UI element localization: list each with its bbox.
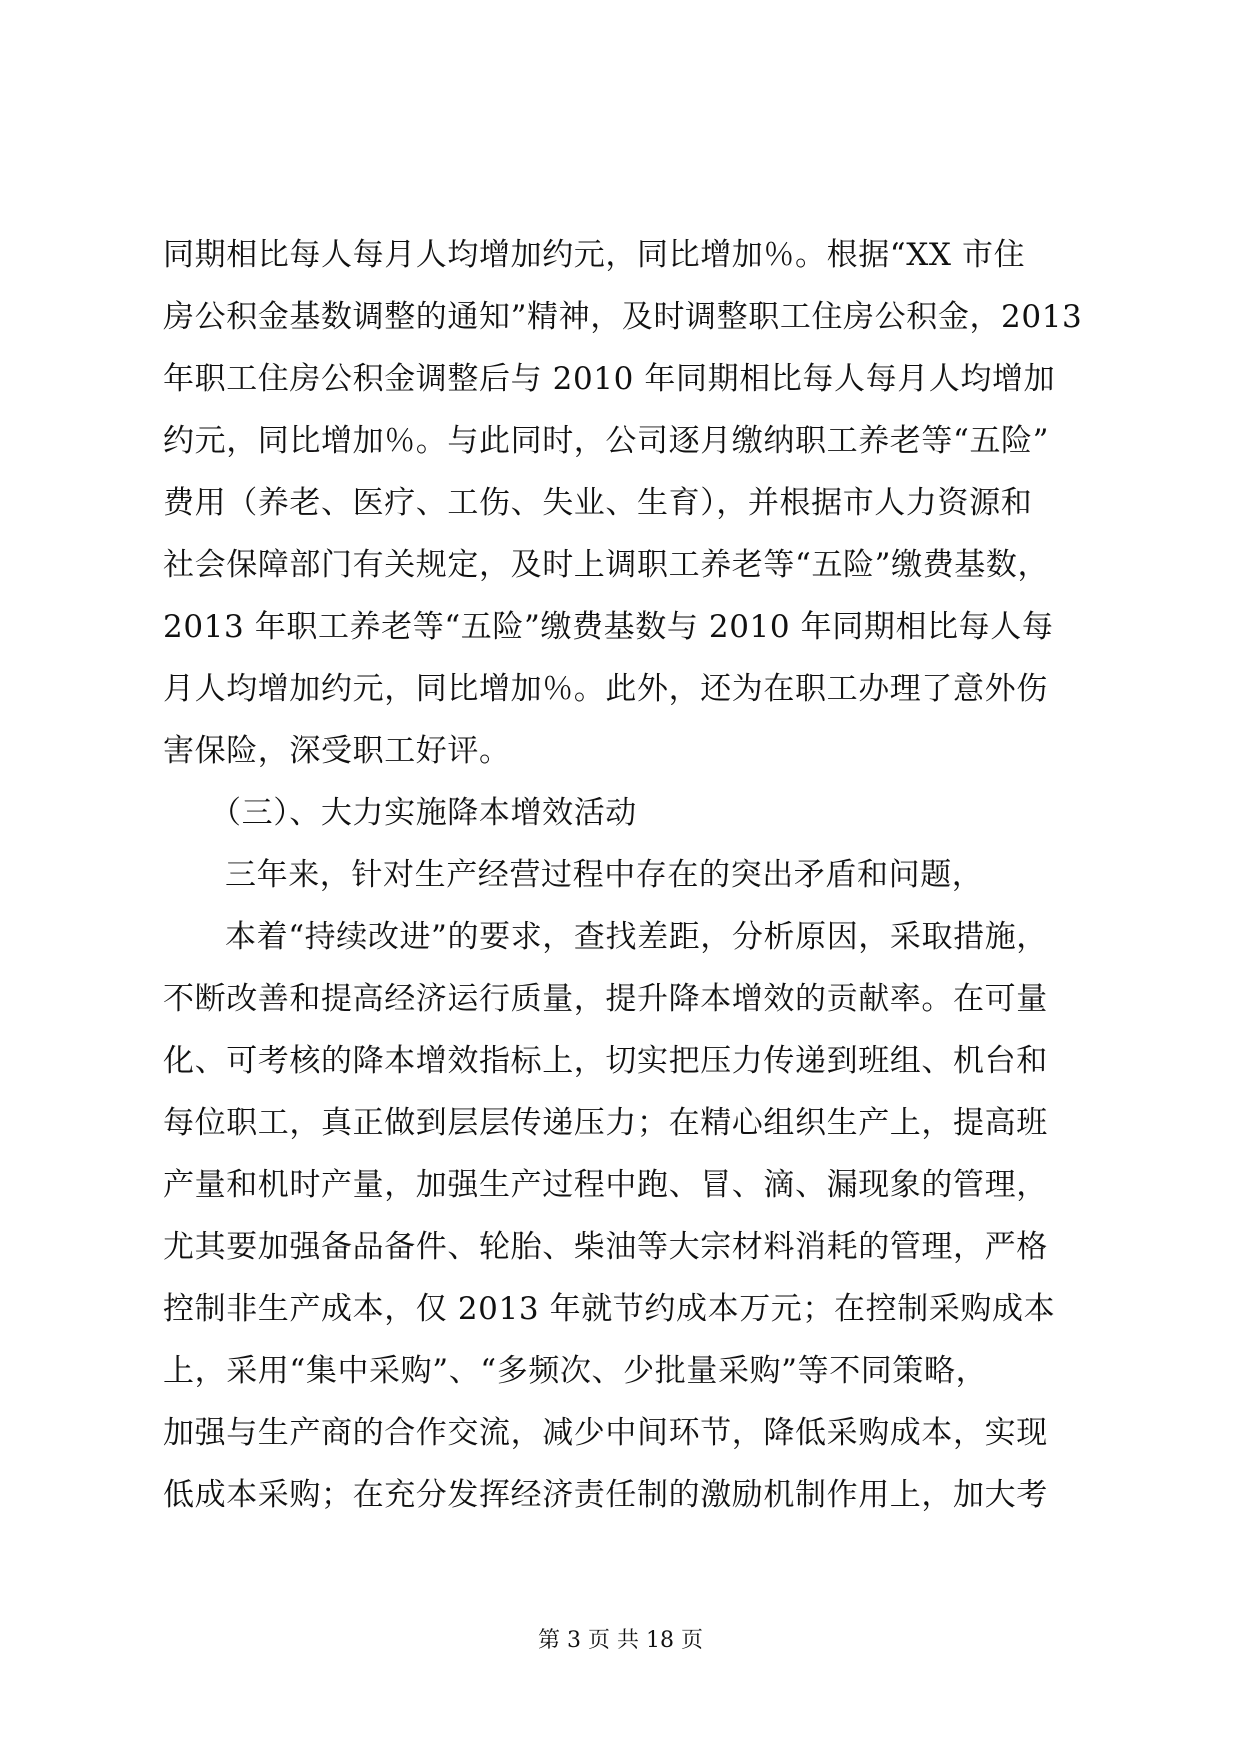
body-line-14: 化、可考核的降本增效指标上，切实把压力传递到班组、机台和 bbox=[163, 1043, 1048, 1079]
body-line-12: 本着“持续改进”的要求，查找差距，分析原因，采取措施， bbox=[225, 919, 1048, 955]
body-line-20: 加强与生产商的合作交流，减少中间环节，降低采购成本，实现 bbox=[163, 1415, 1048, 1451]
section-heading: （三）、大力实施降本增效活动 bbox=[210, 795, 637, 831]
document-body bbox=[163, 224, 1093, 1526]
body-line-11: 三年来，针对生产经营过程中存在的突出矛盾和问题， bbox=[225, 857, 984, 893]
page-number-footer: 第 3 页 共 18 页 bbox=[538, 1628, 703, 1653]
body-line-8: 月人均增加约元，同比增加％。此外，还为在职工办理了意外伤 bbox=[163, 671, 1048, 707]
body-line-17: 尤其要加强备品备件、轮胎、柴油等大宗材料消耗的管理，严格 bbox=[163, 1229, 1048, 1265]
body-line-7: 2013 年职工养老等“五险”缴费基数与 2010 年同期相比每人每 bbox=[163, 609, 1054, 645]
body-line-13: 不断改善和提高经济运行质量，提升降本增效的贡献率。在可量 bbox=[163, 981, 1048, 1017]
body-line-3: 年职工住房公积金调整后与 2010 年同期相比每人每月人均增加 bbox=[163, 361, 1056, 397]
body-line-6: 社会保障部门有关规定，及时上调职工养老等“五险”缴费基数， bbox=[163, 547, 1050, 583]
body-line-15: 每位职工，真正做到层层传递压力；在精心组织生产上，提高班 bbox=[163, 1105, 1048, 1141]
body-line-1: 同期相比每人每月人均增加约元，同比增加％。根据“XX 市住 bbox=[163, 237, 1026, 273]
body-line-9: 害保险，深受职工好评。 bbox=[163, 733, 511, 769]
body-line-18: 控制非生产成本，仅 2013 年就节约成本万元；在控制采购成本 bbox=[163, 1291, 1056, 1327]
body-line-4: 约元，同比增加％。与此同时，公司逐月缴纳职工养老等“五险” bbox=[163, 423, 1050, 459]
body-line-5: 费用（养老、医疗、工伤、失业、生育），并根据市人力资源和 bbox=[163, 485, 1033, 521]
body-line-2: 房公积金基数调整的通知”精神，及时调整职工住房公积金，2013 bbox=[163, 299, 1083, 335]
body-line-19: 上，采用“集中采购”、“多频次、少批量采购”等不同策略， bbox=[163, 1353, 988, 1389]
body-line-21: 低成本采购；在充分发挥经济责任制的激励机制作用上，加大考 bbox=[163, 1477, 1048, 1513]
body-line-16: 产量和机时产量，加强生产过程中跑、冒、滴、漏现象的管理， bbox=[163, 1167, 1048, 1203]
